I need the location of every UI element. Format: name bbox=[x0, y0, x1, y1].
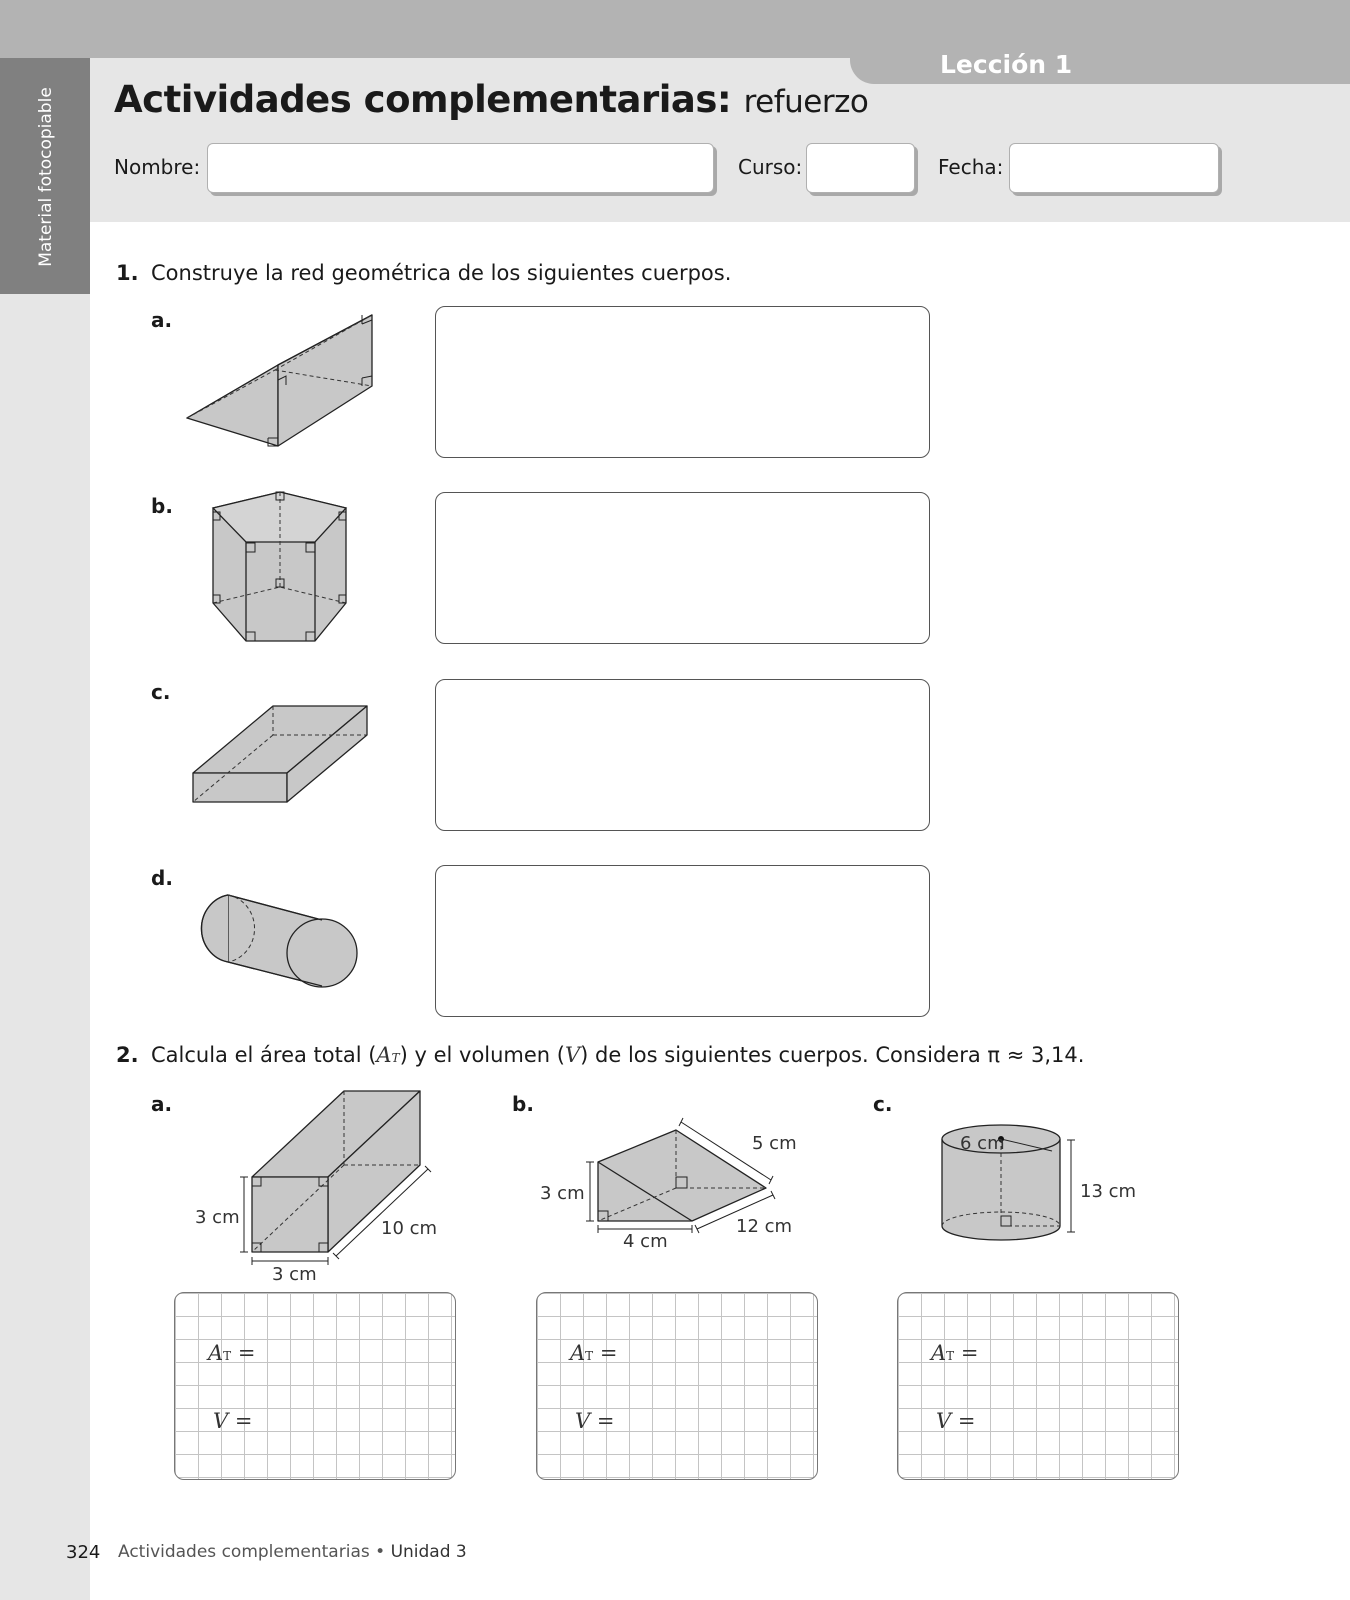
q2-v-var: V bbox=[564, 1043, 581, 1067]
footer-section: Actividades complementarias • bbox=[118, 1542, 391, 1562]
nombre-label: Nombre: bbox=[114, 155, 201, 179]
q2-item-b-label: b. bbox=[512, 1092, 534, 1116]
q1-item-c-label: c. bbox=[151, 680, 171, 704]
curso-field[interactable] bbox=[806, 143, 915, 193]
q1-item-b-label: b. bbox=[151, 494, 173, 518]
q2-at-sub: T bbox=[391, 1051, 400, 1065]
q1-answer-box-d[interactable] bbox=[435, 865, 930, 1017]
q2b-length-label: 12 cm bbox=[736, 1216, 793, 1237]
title-main: Actividades complementarias: bbox=[114, 78, 732, 121]
q1-answer-box-c[interactable] bbox=[435, 679, 930, 831]
triangular-prism-figure bbox=[180, 310, 380, 450]
q1-item-d-label: d. bbox=[151, 866, 173, 890]
square-prism-figure bbox=[240, 1085, 440, 1280]
page-title bbox=[114, 78, 868, 121]
q1-number: 1. bbox=[116, 261, 139, 285]
q2b-height-label: 3 cm bbox=[540, 1183, 585, 1204]
q2a-at-formula: AT = bbox=[208, 1341, 256, 1365]
q2b-grid-box[interactable] bbox=[536, 1292, 818, 1480]
cylinder-figure bbox=[198, 893, 363, 993]
q1-item-a-label: a. bbox=[151, 308, 173, 332]
q2b-hyp-label: 5 cm bbox=[752, 1133, 797, 1154]
q2c-diameter-label: 6 cm bbox=[960, 1133, 1005, 1154]
q2-at-var: A bbox=[376, 1043, 392, 1067]
q2-text-b: ) y el volumen ( bbox=[399, 1043, 565, 1067]
q1-text: Construye la red geométrica de los siguientes cuerpos. bbox=[151, 261, 732, 285]
q2-text bbox=[151, 1043, 1084, 1067]
page-number: 324 bbox=[66, 1542, 101, 1563]
q2b-at-formula: AT = bbox=[570, 1341, 618, 1365]
q2-text-c: ) de los siguientes cuerpos. Considera π ≈ 3,14. bbox=[580, 1043, 1085, 1067]
q2a-grid-box[interactable] bbox=[174, 1292, 456, 1480]
footer-text bbox=[118, 1542, 467, 1562]
q2c-v-formula: V = bbox=[936, 1409, 976, 1433]
top-bar bbox=[0, 0, 1350, 58]
q2a-v-formula: V = bbox=[213, 1409, 253, 1433]
q2-item-c-label: c. bbox=[873, 1092, 893, 1116]
lesson-label: Lección 1 bbox=[940, 50, 1073, 79]
nombre-field[interactable] bbox=[207, 143, 714, 193]
pentagonal-prism-figure bbox=[208, 490, 348, 645]
q2b-base-label: 4 cm bbox=[623, 1231, 668, 1252]
q2a-height-label: 3 cm bbox=[195, 1207, 240, 1228]
q2a-length-label: 10 cm bbox=[381, 1218, 438, 1239]
q2a-width-label: 3 cm bbox=[272, 1264, 317, 1285]
rectangular-prism-figure bbox=[190, 705, 370, 805]
q2c-at-formula: AT = bbox=[931, 1341, 979, 1365]
footer-unit: Unidad 3 bbox=[390, 1542, 467, 1562]
q2-item-a-label: a. bbox=[151, 1092, 173, 1116]
title-sub: refuerzo bbox=[743, 84, 869, 120]
q2c-height-label: 13 cm bbox=[1080, 1181, 1137, 1202]
side-label: Material fotocopiable bbox=[36, 87, 56, 267]
fecha-field[interactable] bbox=[1009, 143, 1219, 193]
q1-answer-box-a[interactable] bbox=[435, 306, 930, 458]
q2-text-a: Calcula el área total ( bbox=[151, 1043, 377, 1067]
q2b-v-formula: V = bbox=[575, 1409, 615, 1433]
fecha-label: Fecha: bbox=[938, 155, 1004, 179]
q1-answer-box-b[interactable] bbox=[435, 492, 930, 644]
curso-label: Curso: bbox=[738, 155, 803, 179]
q2c-grid-box[interactable] bbox=[897, 1292, 1179, 1480]
q2-number: 2. bbox=[116, 1043, 139, 1067]
